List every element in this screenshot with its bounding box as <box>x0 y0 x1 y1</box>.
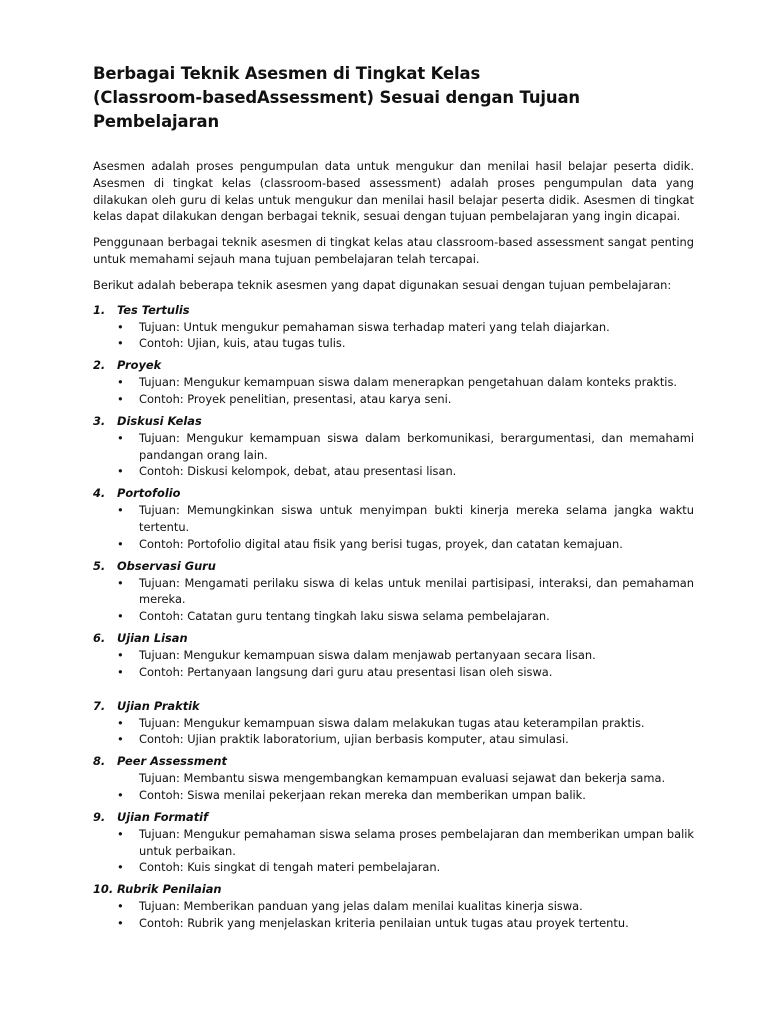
list-item <box>93 558 694 625</box>
list-item <box>93 698 694 749</box>
paragraph-definition: Asesmen adalah proses pengumpulan data untuk mengukur dan menilai hasil belajar peserta didik. Asesmen di tingkat kelas (classroom-based assessment) adalah proses pengumpulan data yang dilakukan oleh guru di kelas untuk mengukur dan menilai hasil belajar peserta didik. Asesmen di tingkat kelas dapat dilakukan dengan berbagai teknik, sesuai dengan tujuan pembelajaran yang ingin dicapai. <box>93 159 694 224</box>
item-name: Portofolio <box>117 486 181 501</box>
bullet-icon: • <box>117 647 124 662</box>
bullet-icon: • <box>117 915 124 930</box>
bullet-icon: • <box>117 826 124 841</box>
item-number: 5. <box>93 558 106 573</box>
bullet-icon: • <box>117 664 124 679</box>
item-tujuan: Tujuan: Untuk mengukur pemahaman siswa terhadap materi yang telah diajarkan. <box>139 319 610 334</box>
item-tujuan: Tujuan: Mengukur kemampuan siswa dalam menjawab pertanyaan secara lisan. <box>139 647 596 662</box>
list-item <box>93 881 694 932</box>
bullet-icon: • <box>117 732 124 747</box>
bullet-icon: • <box>117 575 124 590</box>
item-tujuan: Tujuan: Mengamati perilaku siswa di kelas untuk menilai partisipasi, interaksi, dan pemahaman mereka. <box>139 575 694 607</box>
bullet-icon: • <box>117 503 124 518</box>
list-item <box>93 357 694 408</box>
item-contoh: Contoh: Ujian praktik laboratorium, ujian berbasis komputer, atau simulasi. <box>139 732 569 747</box>
title-line-2: (Classroom-basedAssessment) Sesuai dengan Tujuan Pembelajaran <box>93 88 580 131</box>
item-number: 8. <box>93 754 106 769</box>
item-tujuan: Tujuan: Mengukur kemampuan siswa dalam menerapkan pengetahuan dalam konteks praktis. <box>139 375 678 390</box>
list-item <box>93 630 694 681</box>
item-contoh: Contoh: Catatan guru tentang tingkah laku siswa selama pembelajaran. <box>139 609 550 624</box>
item-contoh: Contoh: Kuis singkat di tengah materi pembelajaran. <box>139 860 441 875</box>
bullet-icon: • <box>117 899 124 914</box>
item-number: 4. <box>93 486 106 501</box>
bullet-icon: • <box>117 464 124 479</box>
item-name: Ujian Praktik <box>117 698 200 713</box>
item-contoh: Contoh: Pertanyaan langsung dari guru atau presentasi lisan oleh siswa. <box>139 664 553 679</box>
bullet-icon: • <box>117 375 124 390</box>
list-item <box>93 753 694 804</box>
item-tujuan: Tujuan: Mengukur pemahaman siswa selama proses pembelajaran dan memberikan umpan balik untuk perbaikan. <box>139 826 694 858</box>
item-name: Peer Assessment <box>117 754 227 769</box>
list-item <box>93 809 694 876</box>
list-item <box>93 413 694 480</box>
item-number: 9. <box>93 809 106 824</box>
item-tujuan: Tujuan: Mengukur kemampuan siswa dalam berkomunikasi, berargumentasi, dan memahami pandangan orang lain. <box>139 430 694 462</box>
item-name: Rubrik Penilaian <box>117 882 222 897</box>
technique-list <box>93 302 694 932</box>
item-number: 3. <box>93 413 106 428</box>
item-tujuan: Tujuan: Membantu siswa mengembangkan kemampuan evaluasi sejawat dan bekerja sama. <box>139 771 666 786</box>
list-item <box>93 302 694 353</box>
item-contoh: Contoh: Ujian, kuis, atau tugas tulis. <box>139 336 346 351</box>
bullet-icon: • <box>117 336 124 351</box>
item-number: 6. <box>93 630 106 645</box>
document-title <box>93 62 694 134</box>
item-name: Observasi Guru <box>117 558 216 573</box>
bullet-icon: • <box>117 609 124 624</box>
item-name: Proyek <box>117 358 162 373</box>
bullet-icon: • <box>117 715 124 730</box>
item-number: 7. <box>93 698 106 713</box>
bullet-icon: • <box>117 430 124 445</box>
item-tujuan: Tujuan: Memungkinkan siswa untuk menyimpan bukti kinerja mereka selama jangka waktu tertentu. <box>139 503 694 534</box>
bullet-icon: • <box>117 536 124 551</box>
item-name: Ujian Formatif <box>117 809 209 824</box>
item-contoh: Contoh: Proyek penelitian, presentasi, atau karya seni. <box>139 391 452 406</box>
item-tujuan: Tujuan: Mengukur kemampuan siswa dalam melakukan tugas atau keterampilan praktis. <box>139 715 645 730</box>
item-tujuan: Tujuan: Memberikan panduan yang jelas dalam menilai kualitas kinerja siswa. <box>139 899 583 914</box>
paragraph-importance: Penggunaan berbagai teknik asesmen di tingkat kelas atau classroom-based assessment sangat penting untuk memahami sejauh mana tujuan pembelajaran telah tercapai. <box>93 235 694 266</box>
bullet-icon: • <box>117 787 124 802</box>
list-intro: Berikut adalah beberapa teknik asesmen yang dapat digunakan sesuai dengan tujuan pembelajaran: <box>93 277 672 292</box>
bullet-icon: • <box>117 319 124 334</box>
title-line-1: Berbagai Teknik Asesmen di Tingkat Kelas <box>93 64 481 83</box>
item-number: 10. <box>93 882 114 897</box>
list-item <box>93 485 694 552</box>
item-number: 2. <box>93 358 106 373</box>
item-name: Ujian Lisan <box>117 630 188 645</box>
bullet-icon: • <box>117 860 124 875</box>
item-contoh: Contoh: Siswa menilai pekerjaan rekan mereka dan memberikan umpan balik. <box>139 787 586 802</box>
item-name: Tes Tertulis <box>117 302 190 317</box>
item-name: Diskusi Kelas <box>117 413 202 428</box>
item-contoh: Contoh: Rubrik yang menjelaskan kriteria penilaian untuk tugas atau proyek tertentu. <box>139 915 629 930</box>
bullet-icon: • <box>117 391 124 406</box>
item-contoh: Contoh: Portofolio digital atau fisik yang berisi tugas, proyek, dan catatan kemajuan. <box>139 536 623 551</box>
item-number: 1. <box>93 302 106 317</box>
item-contoh: Contoh: Diskusi kelompok, debat, atau presentasi lisan. <box>139 464 457 479</box>
